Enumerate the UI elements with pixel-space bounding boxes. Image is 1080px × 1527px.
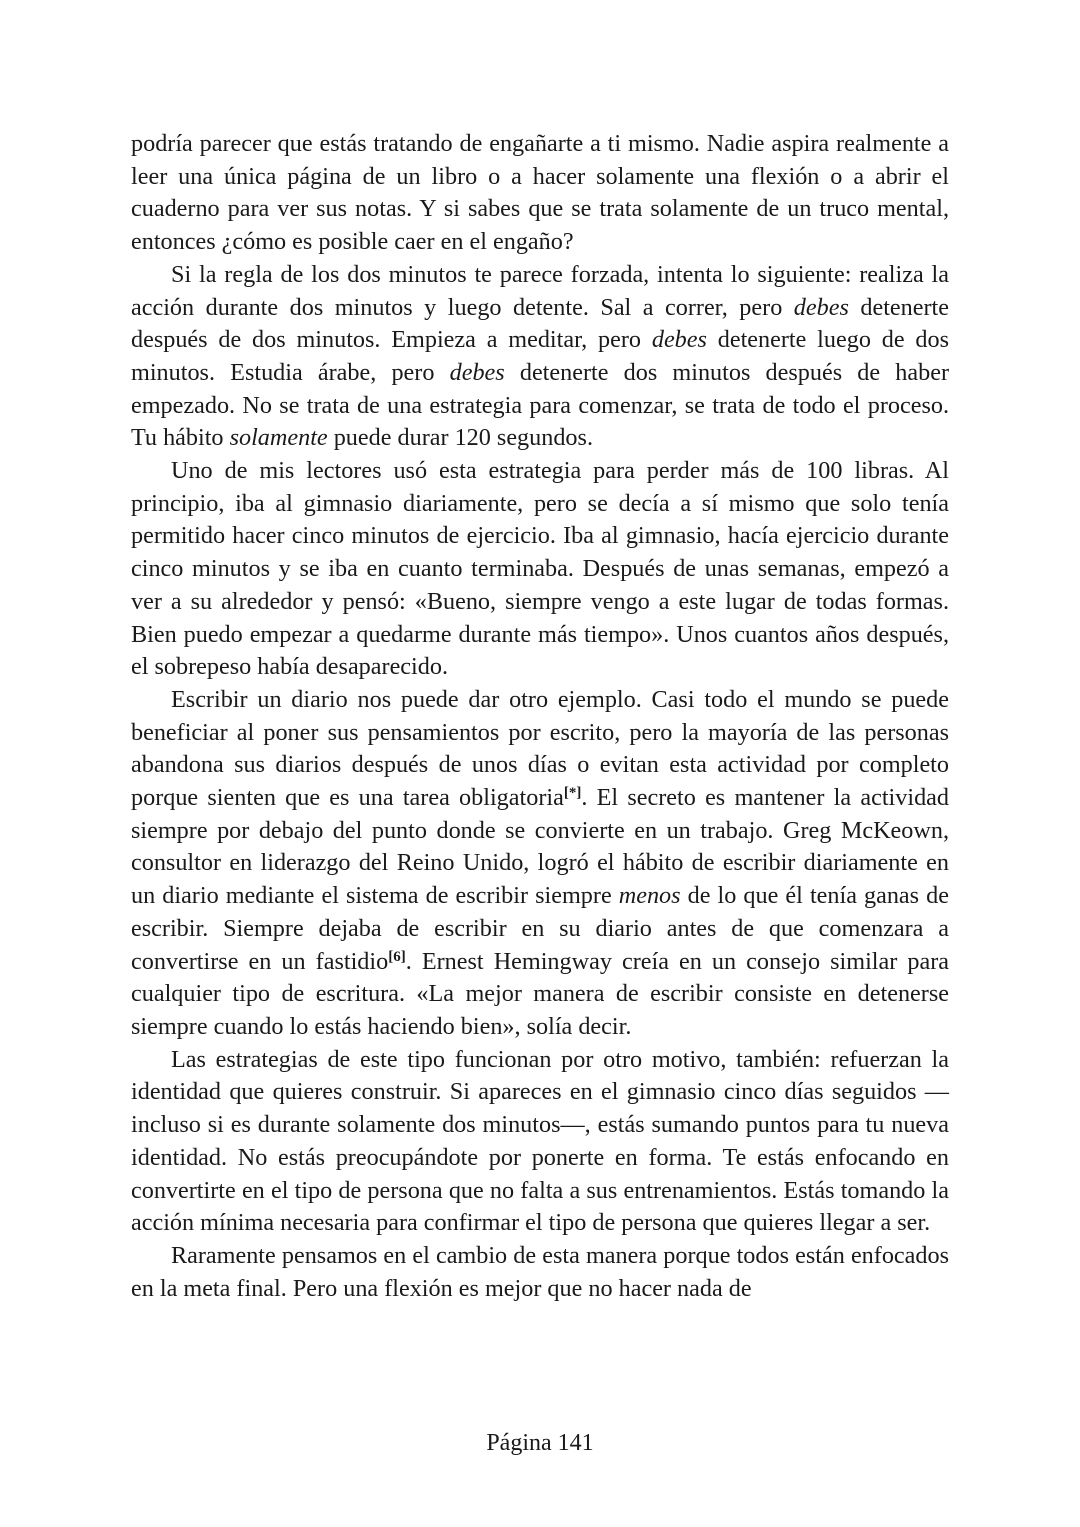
- paragraph: [131, 684, 949, 1044]
- paragraph: [131, 128, 949, 259]
- paragraph: [131, 1044, 949, 1240]
- paragraph-text: Raramente pensamos en el cambio de esta manera porque todos están enfocados en la meta final. Pero una flexión es mejor que no hacer nada de: [131, 1241, 949, 1302]
- paragraph-text: podría parecer que estás tratando de engañarte a ti mismo. Nadie aspira realmente a leer una única página de un libro o a hacer solamente una flexión o a abrir el cuaderno para ver sus notas. Y si sabes que se trata solamente de un truco mental, entonces ¿cómo es posible caer en el engaño?: [131, 130, 949, 256]
- emphasis-text: debes: [793, 293, 849, 321]
- paragraph-text: Uno de mis lectores usó esta estrategia para perder más de 100 libras. Al principio, iba al gimnasio diariamente, pero se decía a sí mismo que solo tenía permitido hacer cinco minutos de ejercicio. Iba al gimnasio, hacía ejercicio durante cinco minutos y se iba en cuanto terminaba. Después de unas semanas, empezó a ver a su alrededor y pensó: «Bueno, siempre vengo a este lugar de todas formas. Bien puedo empezar a quedarme durante más tiempo». Unos cuantos años después, el sobrepeso había desaparecido.: [131, 457, 949, 681]
- paragraph-text: Escribir un diario nos puede dar otro ejemplo. Casi todo el mundo se puede beneficiar al poner sus pensamientos por escrito, pero la mayoría de las personas abandona sus diarios después de unos días o evitan esta actividad por completo porque sienten que es una tarea obligatoria: [131, 685, 949, 812]
- emphasis-text: solamente: [229, 424, 328, 452]
- paragraph-text: de lo que él tenía ganas de escribir. Siempre dejaba de escribir en su diario antes de que comenzara a convertirse en un fastidio: [131, 882, 949, 975]
- footnote-reference[interactable]: [*]: [563, 785, 582, 802]
- paragraph-text: . Ernest Hemingway creía en un consejo similar para cualquier tipo de escritura. «La mejor manera de escribir consiste en detenerse siempre cuando lo estás haciendo bien», solía decir.: [131, 947, 949, 1040]
- paragraph: [131, 455, 949, 684]
- paragraph-text: detenerte después de dos minutos. Empieza a meditar, pero: [131, 293, 949, 354]
- paragraph-text: puede durar 120 segundos.: [327, 424, 593, 452]
- emphasis-text: menos: [618, 882, 681, 910]
- paragraph: [131, 259, 949, 455]
- book-page-body: [131, 128, 949, 1305]
- emphasis-text: debes: [651, 326, 707, 354]
- page-number: Página 141: [486, 1430, 594, 1456]
- paragraph-text: Las estrategias de este tipo funcionan por otro motivo, también: refuerzan la identidad que quieres construir. Si apareces en el gimnasio cinco días seguidos —incluso si es durante solamente dos minutos—, estás sumando puntos para tu nueva identidad. No estás preocupándote por ponerte en forma. Te estás enfocando en convertirte en el tipo de persona que no falta a sus entrenamientos. Estás tomando la acción mínima necesaria para confirmar el tipo de persona que quieres llegar a ser.: [131, 1045, 949, 1237]
- paragraph-text: detenerte luego de dos minutos. Estudia árabe, pero: [131, 326, 949, 386]
- footnote-reference[interactable]: [6]: [388, 948, 406, 965]
- paragraph: [131, 1240, 949, 1305]
- paragraph-text: . El secreto es mantener la actividad siempre por debajo del punto donde se convierte en un trabajo. Greg McKeown, consultor en liderazgo del Reino Unido, logró el hábito de escribir diariamente en un diario mediante el sistema de escribir siempre: [131, 784, 950, 910]
- emphasis-text: debes: [449, 358, 505, 386]
- paragraph-text: detenerte dos minutos después de haber empezado. No se trata de una estrategia para comenzar, se trata de todo el proceso. Tu hábito: [131, 358, 949, 452]
- paragraph-text: Si la regla de los dos minutos te parece forzada, intenta lo siguiente: realiza la acción durante dos minutos y luego detente. Sal a correr, pero: [131, 260, 949, 321]
